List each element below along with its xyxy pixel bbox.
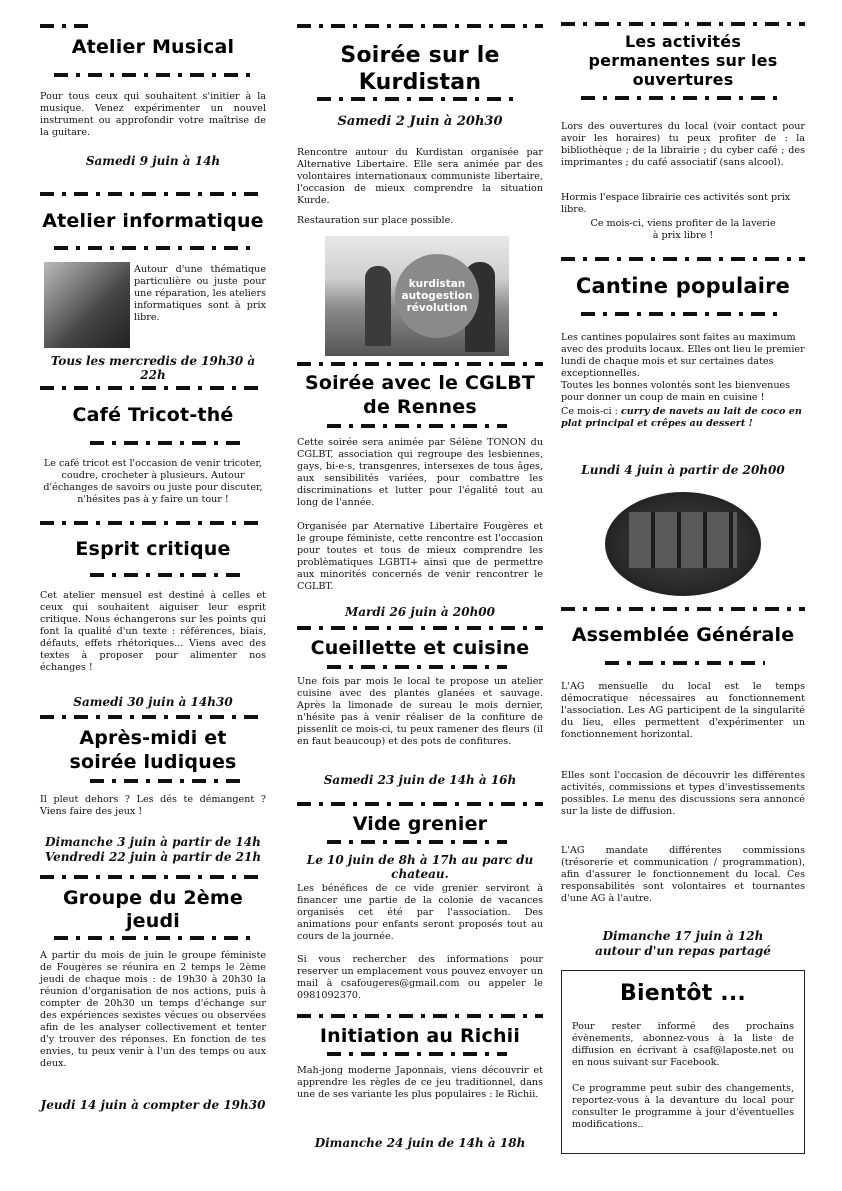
text-soiree-kurdistan: Rencontre autour du Kurdistan organisée par Alternative Libertaire. Elle sera animée par des volontaires internationaux communiste libertaire, l'occasion de mieux comprendre la situation Kurde.	[297, 147, 543, 206]
heading-apres-midi-ludiques	[40, 726, 266, 774]
heading-line: ouvertures	[632, 70, 734, 89]
date-soiree-cglbt: Mardi 26 juin à 20h00	[345, 605, 495, 619]
text-assemblee-generale-2: Elles sont l'occasion de découvrir les différentes activités, commissions et types d'investissements possibles. Le menu des discussions sera annoncé sur la liste de diffusion.	[561, 770, 805, 817]
heading-line: Kurdistan	[358, 70, 482, 95]
text-cafe-tricot: Le café tricot est l'occasion de venir tricoter, coudre, crocheter à plusieurs. Autour d'échanges de savoirs ou juste pour discuter, n'hésites pas à y faire un tour !	[43, 458, 263, 505]
dash-rule	[297, 802, 543, 806]
dash-rule	[40, 875, 266, 879]
text-cueillette: Une fois par mois le local te propose un atelier cuisine avec des plantes glanées et sauvage. Après la limonade de sureau le mois dernier, n'hésite pas à venir réaliser de la confiture de pissenlit ce mois-ci, tu peux ramener des fleurs (il en faut beaucoup) et des pots de confitures.	[297, 676, 543, 747]
dash-rule	[40, 192, 266, 196]
date-cueillette: Samedi 23 juin de 14h à 16h	[323, 773, 517, 787]
date-line: chateau.	[391, 867, 449, 881]
dash-rule	[327, 424, 507, 428]
dash-rule	[581, 312, 781, 316]
text-assemblee-generale: L'AG mensuelle du local est le temps démocratique nécessaires au fonctionnement l'association. Les AG participent de la singularité du lieu, elles permettent d'expérimenter un fonctionnement horizontal.	[561, 681, 805, 740]
date-line: Le 10 juin de 8h à 17h au parc du	[306, 853, 534, 867]
heading-line: Soirée sur le	[340, 43, 500, 68]
menu-lead: Ce mois-ci :	[561, 406, 621, 417]
kurdistan-poster-photo	[325, 236, 509, 356]
dash-rule	[54, 246, 254, 250]
text-bientot-2: Ce programme peut subir des changements, reportez-vous à la devanture du local pour consulter le programme à jour d'éventuelles modifications..	[572, 1083, 794, 1130]
dash-rule	[327, 1052, 507, 1056]
heading-atelier-informatique: Atelier informatique	[42, 210, 264, 232]
text-initiation-richii: Mah-jong moderne Japonnais, viens découvrir et apprendre les règles de ce jeu traditionnel, dans une de ses variante les plus populaires : le Richii.	[297, 1065, 543, 1100]
text-soiree-cglbt-2: Organisée par Aternative Libertaire Fougères et le groupe féministe, cette rencontre est l'occasion pour toutes et tous de mieux comprendre les problèmatiques LGBTI+ ainsi que de permettre aux minorités concernés de venir rencontrer le CGLBT.	[297, 521, 543, 592]
heading-initiation-richii: Initiation au Richii	[319, 1025, 521, 1047]
heading-line: soirée ludiques	[69, 751, 237, 773]
heading-line: Après-midi et	[79, 727, 227, 749]
date-apres-midi-ludiques	[40, 835, 266, 865]
text-activites-permanentes: Lors des ouvertures du local (voir contact pour avoir les horaires) tu peux profiter de : la bibliothèque ; de la librairie ; du cyber café ; des imprimantes ; du café associatif (sans alcool).	[561, 121, 805, 168]
text-activites-prix-libre: Hormis l'espace librairie ces activités sont prix libre.	[561, 192, 791, 215]
dash-rule	[561, 22, 805, 26]
dash-rule	[297, 362, 543, 366]
date-soiree-kurdistan: Samedi 2 Juin à 20h30	[337, 114, 503, 129]
text-soiree-kurdistan-food: Restauration sur place possible.	[297, 215, 454, 226]
window-panes	[629, 512, 737, 568]
dash-rule	[90, 573, 240, 577]
date-cantine-populaire: Lundi 4 juin à partir de 20h00	[581, 463, 785, 477]
heading-cantine-populaire: Cantine populaire	[575, 274, 791, 298]
dash-rule	[54, 936, 254, 940]
menu-dishes: curry de navets au lait de coco en plat principal et crêpes au dessert !	[561, 406, 802, 429]
date-vide-grenier	[297, 853, 543, 881]
date-esprit-critique: Samedi 30 juin à 14h30	[73, 695, 233, 709]
bientot-box	[561, 970, 805, 1154]
poster-text: autogestion	[401, 290, 473, 302]
poster-text: kurdistan	[408, 278, 466, 290]
heading-assemblee-generale: Assemblée Générale	[571, 624, 795, 646]
text-bientot: Pour rester informé des prochains évènements, abonnez-vous à la liste de diffusion en écrivant à csaf@laposte.net ou en nous suivant sur Facebook.	[572, 1021, 794, 1068]
heading-bientot: Bientôt ...	[620, 981, 746, 1006]
heading-cueillette: Cueillette et cuisine	[310, 637, 530, 659]
text-soiree-cglbt: Cette soirée sera animée par Sélène TONON du CGLBT, association qui regroupe des lesbiennes, gays, bi-e-s, transgenres, intersexes de tous âges, aux sensibilités variées, pour combattre les discriminations et lutter pour l'égalité tout au long de l'année.	[297, 437, 543, 508]
date-line: Dimanche 3 juin à partir de 14h	[45, 835, 261, 849]
dash-rule	[605, 661, 765, 665]
poster-badge	[395, 254, 479, 338]
dash-rule	[40, 24, 92, 28]
heading-line: Groupe du 2ème	[63, 887, 243, 909]
text-cantine-benevoles: Toutes les bonnes volontés sont les bienvenues pour donner un coup de main en cuisine !	[561, 380, 791, 403]
dash-rule	[40, 386, 266, 390]
date-line: autour d'un repas partagé	[595, 944, 771, 958]
text-cantine-populaire: Les cantines populaires sont faites au maximum avec des produits locaux. Elles ont lieu le premier lundi de chaque mois et sur certaines dates exceptionnelles.	[561, 332, 805, 379]
heading-line: Les activités	[624, 32, 742, 51]
dash-rule	[90, 779, 240, 783]
heading-line: de Rennes	[363, 396, 477, 418]
heading-atelier-musical: Atelier Musical	[71, 36, 235, 58]
text-groupe-2eme-jeudi: A partir du mois de juin le groupe féministe de Fougères se réunira en 2 temps le 2ème jeudi de chaque mois : de 19h30 à 20h30 la réunion d'organisation de nos actions, puis à compter de 20h30 un temps d'échange sur des expériences sexistes vécues ou observées afin de les analyser collectivement et tenter d'y trouver des réponses. En fonction de tes envies, tu peux venir à l'un des temps ou aux deux.	[40, 950, 266, 1069]
heading-vide-grenier: Vide grenier	[352, 813, 488, 835]
dash-rule	[297, 24, 543, 28]
text-atelier-informatique: Autour d'une thématique particulière ou juste pour une réparation, les ateliers informatiques sont à prix libre.	[134, 264, 266, 323]
text-cantine-menu	[561, 406, 805, 430]
dash-rule	[317, 97, 517, 101]
dash-rule	[297, 626, 543, 630]
heading-line: Soirée avec le CGLBT	[304, 372, 536, 394]
heading-soiree-cglbt	[297, 371, 543, 419]
date-groupe-2eme-jeudi: Jeudi 14 juin à compter de 19h30	[40, 1098, 266, 1112]
text-activites-laverie: Ce mois-ci, viens profiter de la laverie à prix libre !	[590, 218, 776, 241]
poster-text: révolution	[406, 302, 468, 314]
date-assemblee-generale	[561, 929, 805, 959]
text-apres-midi-ludiques: Il pleut dehors ? Les dés te démangent ? Viens faire des jeux !	[40, 794, 266, 817]
dash-rule	[90, 441, 240, 445]
text-assemblee-generale-3: L'AG mandate différentes commissions (trésorerie et communication / programmation), afin d'assurer le fonctionnement du local. Ces responsabilités sont volontaires et tournantes d'une AG à l'autre.	[561, 845, 805, 904]
dash-rule	[561, 257, 805, 261]
date-line: Dimanche 17 juin à 12h	[602, 929, 764, 943]
dash-rule	[561, 607, 805, 611]
text-vide-grenier: Les bénéfices de ce vide grenier serviront à financer une partie de la colonie de vacances organisés cet été par l'association. Des animations pour enfants seront proposés tout au cours de la journée.	[297, 883, 543, 942]
heading-line: jeudi	[125, 910, 181, 932]
date-line: Vendredi 22 juin à partir de 21h	[44, 850, 262, 864]
heading-cafe-tricot: Café Tricot-thé	[72, 404, 234, 426]
heading-line: permanentes sur les	[588, 51, 778, 70]
heading-soiree-kurdistan	[297, 42, 543, 96]
dash-rule	[581, 96, 781, 100]
date-atelier-musical: Samedi 9 juin à 14h	[85, 154, 221, 168]
musician-photo	[44, 262, 130, 348]
text-esprit-critique: Cet atelier mensuel est destiné à celles et ceux qui souhaitent aiguiser leur esprit critique. Nous échangerons sur les points qui font la qualité d'un texte : références, biais, défauts, effets rhétoriques... Viens avec des textes à proposer pour alimenter nos échanges !	[40, 590, 266, 673]
figure-silhouette	[365, 266, 391, 346]
heading-activites-permanentes	[561, 32, 805, 89]
restaurant-photo	[605, 492, 761, 596]
dash-rule	[327, 840, 507, 844]
dash-rule	[297, 1014, 543, 1018]
dash-rule	[54, 73, 254, 77]
date-initiation-richii: Dimanche 24 juin de 14h à 18h	[314, 1136, 526, 1150]
heading-esprit-critique: Esprit critique	[75, 538, 231, 560]
text-vide-grenier-2: Si vous rechercher des informations pour reserver un emplacement vous pouvez envoyer un mail à csafougeres@gmail.com ou appeler le 0981092370.	[297, 954, 543, 1001]
dash-rule	[40, 521, 266, 525]
text-atelier-musical: Pour tous ceux qui souhaitent s'initier à la musique. Venez expérimenter un nouvel instrument ou approfondir votre maîtrise de la guitare.	[40, 91, 266, 138]
dash-rule	[40, 715, 266, 719]
dash-rule	[327, 665, 507, 669]
date-atelier-informatique: Tous les mercredis de 19h30 à 22h	[50, 354, 256, 382]
heading-groupe-2eme-jeudi	[40, 887, 266, 933]
